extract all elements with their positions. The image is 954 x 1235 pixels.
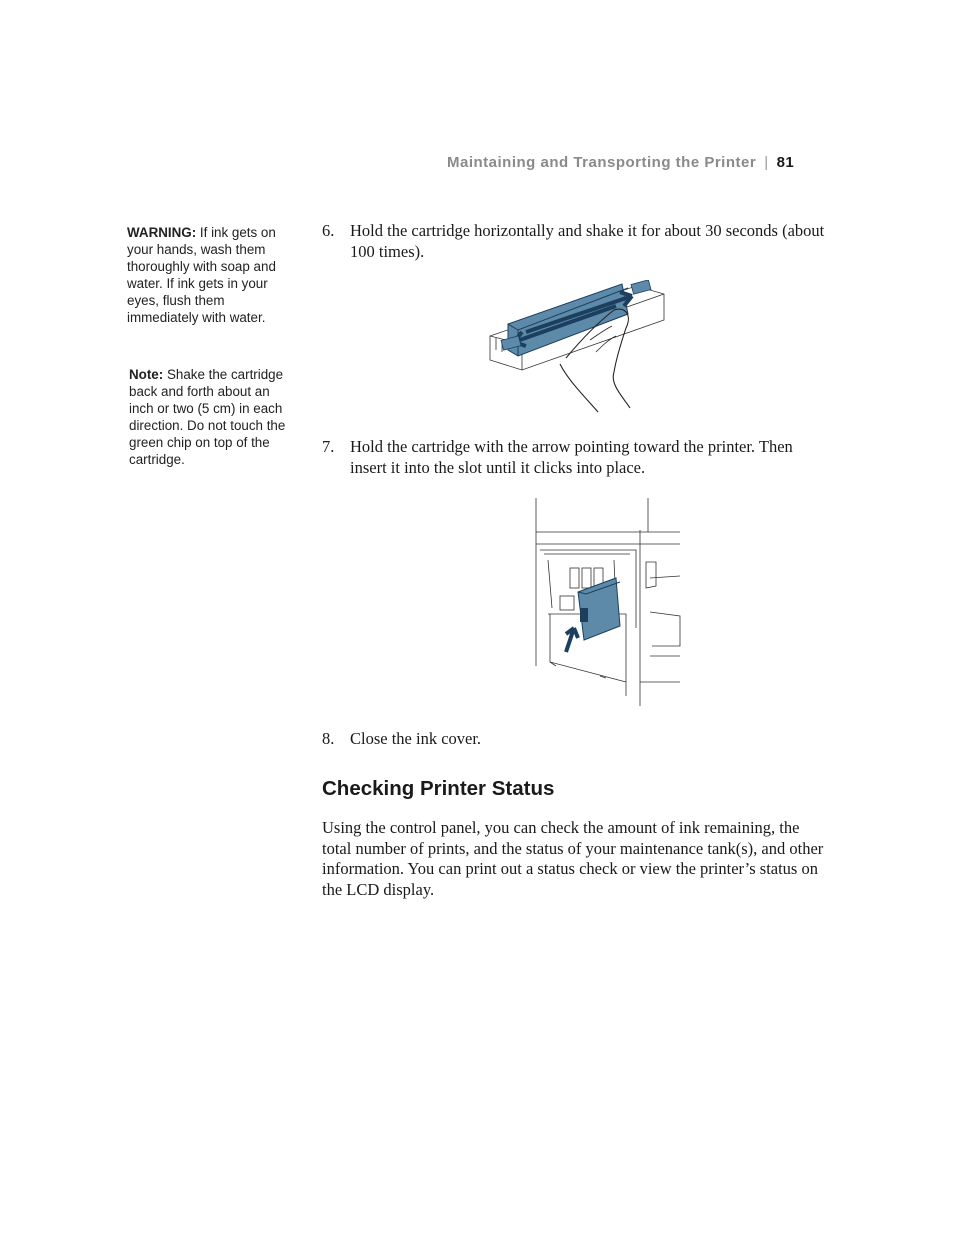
warning-text: If ink gets on your hands, wash them thoroughly with soap and water. If ink gets in your eyes, flush them immediately with water.	[127, 225, 276, 325]
arrow-up-icon	[566, 628, 578, 652]
insert-cartridge-illustration	[530, 496, 682, 706]
note-callout	[129, 366, 294, 468]
section-paragraph: Using the control panel, you can check the amount of ink remaining, the total number of prints, and the status of your maintenance tank(s), and other information. You can print out a status check or view the printer’s status on the LCD display.	[322, 818, 824, 899]
step-number: 7.	[322, 437, 335, 456]
step-number: 8.	[322, 729, 335, 748]
warning-label: WARNING:	[127, 225, 197, 240]
step-7	[322, 436, 827, 478]
running-header	[447, 154, 827, 171]
step-number: 6.	[322, 221, 335, 240]
note-label: Note:	[129, 367, 164, 382]
step-8	[322, 728, 827, 749]
step-text: Hold the cartridge with the arrow pointing toward the printer. Then insert it into the slot until it clicks into place.	[350, 437, 793, 477]
page-number: 81	[776, 154, 795, 171]
header-separator: |	[764, 154, 769, 171]
section-heading: Checking Printer Status	[322, 777, 555, 800]
step-text: Hold the cartridge horizontally and shake it for about 30 seconds (about 100 times).	[350, 221, 825, 261]
header-title: Maintaining and Transporting the Printer	[447, 154, 757, 171]
step-6	[322, 220, 827, 262]
warning-callout	[127, 224, 292, 326]
step-text: Close the ink cover.	[350, 729, 482, 748]
shake-cartridge-illustration	[486, 280, 666, 415]
note-text: Shake the cartridge back and forth about an inch or two (5 cm) in each direction. Do not touch the green chip on top of the cartridge.	[129, 367, 286, 467]
